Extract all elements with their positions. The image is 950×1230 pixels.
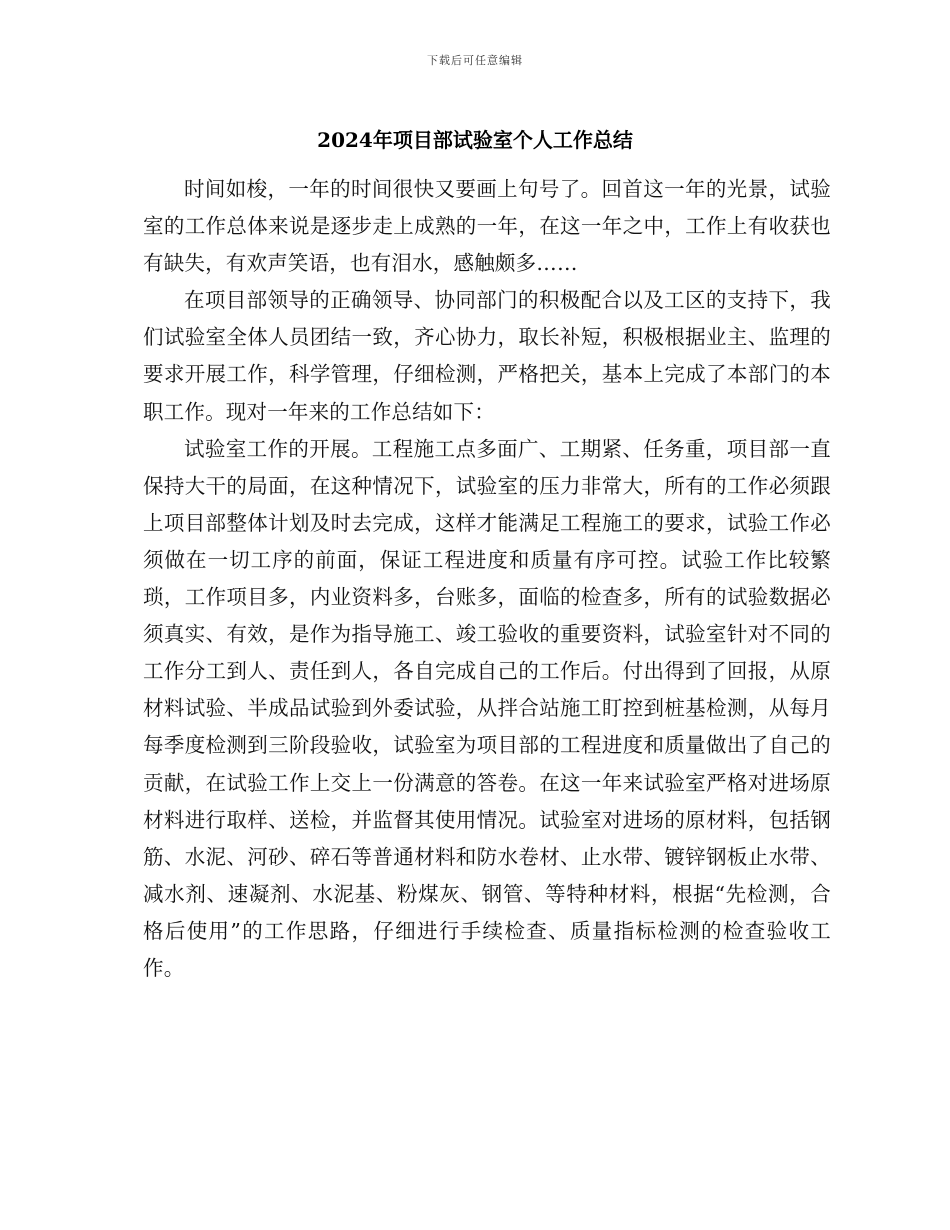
paragraph-intro: 时间如梭，一年的时间很快又要画上句号了。回首这一年的光景，试验室的工作总体来说是逐步走上成熟的一年，在这一年之中，工作上有收获也有缺失，有欢声笑语，也有泪水，感触颇多……: [143, 177, 831, 276]
document-body: [143, 171, 831, 987]
page-header: 下载后可任意编辑: [427, 54, 523, 67]
paragraph-lab-work: 试验室工作的开展。工程施工点多面广、工期紧、任务重，项目部一直保持大干的局面，在这种情况下，试验室的压力非常大，所有的工作必须跟上项目部整体计划及时去完成，这样才能满足工程施工的要求，试验工作必须做在一切工序的前面，保证工程进度和质量有序可控。试验工作比较繁琐，工作项目多，内业资料多，台账多，面临的检查多，所有的试验数据必须真实、有效，是作为指导施工、竣工验收的重要资料，试验室针对不同的工作分工到人、责任到人，各自完成自己的工作后。付出得到了回报，从原材料试验、半成品试验到外委试验，从拌合站施工盯控到桩基检测，从每月每季度检测到三阶段验收，试验室为项目部的工程进度和质量做出了自己的贡献，在试验工作上交上一份满意的答卷。在这一年来试验室严格对进场原材料进行取样、送检，并监督其使用情况。试验室对进场的原材料，包括钢筋、水泥、河砂、碎石等普通材料和防水卷材、止水带、镀锌钢板止水带、减水剂、速凝剂、水泥基、粉煤灰、钢管、等特种材料，根据“先检测，合格后使用”的工作思路，仔细进行手续检查、质量指标检测的检查验收工作。: [143, 436, 831, 980]
document-title: 2024年项目部试验室个人工作总结: [317, 128, 633, 152]
paragraph-leadership: 在项目部领导的正确领导、协同部门的积极配合以及工区的支持下，我们试验室全体人员团结一致，齐心协力，取长补短，积极根据业主、监理的要求开展工作，科学管理，仔细检测，严格把关，基本上完成了本部门的本职工作。现对一年来的工作总结如下：: [143, 288, 831, 424]
